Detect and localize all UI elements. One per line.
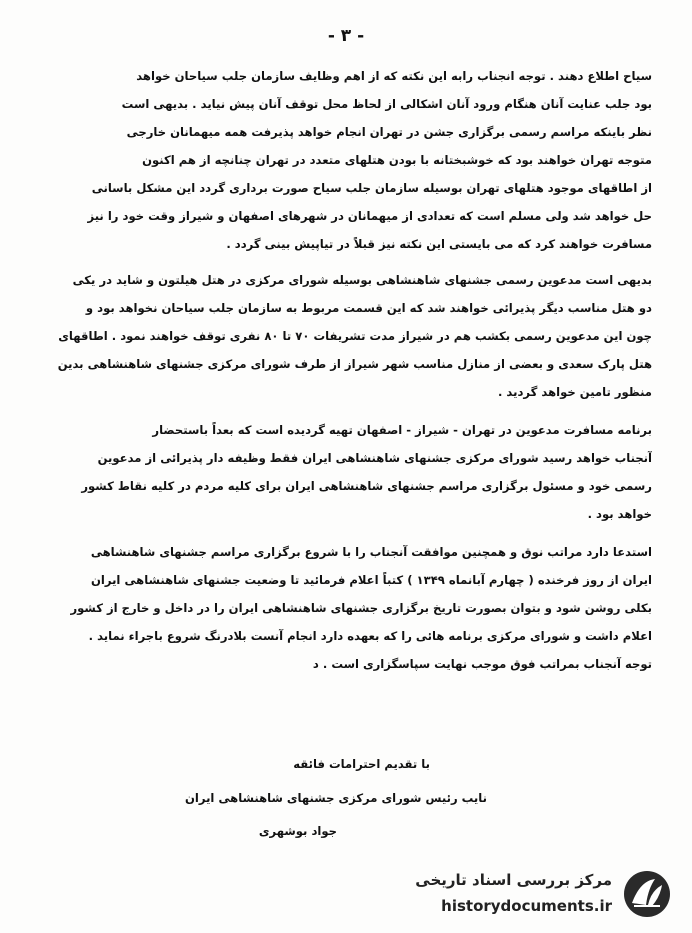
watermark-title: مرکز بررسی اسناد تاریخی bbox=[415, 871, 612, 889]
text-line: دو هتل مناسب دیگر پذیرائی خواهند شد که این قسمت مربوط به سازمان جلب سیاحان نخواهد بود و bbox=[85, 301, 652, 315]
text-line: اعلام داشت و شورای مرکزی برنامه هائی را که بعهده دارد انجام آنست بلادرنگ شروع باجراء نماید . bbox=[88, 629, 652, 643]
text-line: از اطاقهای موجود هتلهای تهران بوسیله سازمان جلب سیاح صورت برداری گردد این مشکل باسانی bbox=[91, 181, 652, 195]
text-line: مسافرت خواهند کرد که می بایستی این نکته نیز قبلاً در تیاپیش بینی گردد . bbox=[226, 237, 652, 251]
signature-title: نایب رئیس شورای مرکزی جشنهای شاهنشاهی ایران bbox=[185, 791, 487, 805]
archive-watermark bbox=[387, 865, 672, 923]
text-line: بود جلب عنایت آنان هنگام ورود آنان اشکالی از لحاظ محل توقف آنان پیش نیاید . بدیهی است bbox=[121, 97, 652, 111]
paragraph-1 bbox=[38, 62, 652, 258]
text-line: آنجناب خواهد رسید شورای مرکزی جشنهای شاهنشاهی ایران فقط وظیفه دار پذیرائی از مدعوین bbox=[97, 451, 652, 465]
text-line: نظر باینکه مراسم رسمی برگزاری جشن در تهران انجام خواهد پذیرفت همه میهمانان خارجی bbox=[126, 125, 652, 139]
text-line: ایران از روز فرخنده ( چهارم آبانماه ۱۳۴۹ ) کتباً اعلام فرمائید تا وضعیت جشنهای شاهنشاهی ایران bbox=[91, 573, 652, 587]
paragraph-3 bbox=[38, 416, 652, 528]
text-line: برنامه مسافرت مدعوین در تهران - شیراز - اصفهان تهیه گردیده است که بعداً باستحضار bbox=[152, 423, 652, 437]
text-line: خواهد بود . bbox=[587, 507, 652, 521]
page-number: - ۳ - bbox=[327, 26, 365, 46]
text-line: توجه آنجناب بمراتب فوق موجب نهایت سپاسگزاری است . د bbox=[312, 657, 652, 671]
signature-name: جواد بوشهری bbox=[258, 824, 337, 838]
text-line: سیاح اطلاع دهند . توجه انجناب رابه این نکته که از اهم وظایف سازمان جلب سیاحان خواهد bbox=[136, 69, 652, 83]
book-arch-logo-icon bbox=[622, 869, 672, 919]
text-line: بدیهی است مدعوین رسمی جشنهای شاهنشاهی بوسیله شورای مرکزی در هتل هیلتون و شاید در یکی bbox=[72, 273, 652, 287]
text-line: چون این مدعوین رسمی بکشب هم در شیراز مدت تشریفات ۷۰ تا ۸۰ نفری توقف خواهند نمود . اطاقهای bbox=[58, 329, 652, 343]
text-line: رسمی خود و مسئول برگزاری مراسم جشنهای شاهنشاهی ایران برای کلیه مردم در کلیه نقاط کشور bbox=[81, 479, 652, 493]
paragraph-4 bbox=[38, 538, 652, 678]
text-line: متوجه تهران خواهند بود که خوشبختانه با بودن هتلهای متعدد در تهران چنانچه از هم اکنون bbox=[142, 153, 652, 167]
text-line: هتل پارک سعدی و بعضی از منازل مناسب شهر شیراز از طرف شورای مرکزی جشنهای شاهنشاهی بدین bbox=[57, 357, 652, 371]
text-line: استدعا دارد مراتب نوق و همچنین موافقت آنجناب را با شروع برگزاری مراسم جشنهای شاهنشاهی bbox=[90, 545, 652, 559]
watermark-url: historydocuments.ir bbox=[441, 897, 612, 915]
letter-body bbox=[38, 62, 652, 678]
signature-closing: با تقدیم احترامات فائقه bbox=[293, 757, 430, 771]
paragraph-2 bbox=[38, 266, 652, 406]
text-line: حل خواهد شد ولی مسلم است که تعدادی از میهمانان در شهرهای اصفهان و شیراز وقت خود را نیز bbox=[87, 209, 652, 223]
text-line: بکلی روشن شود و بتوان بصورت تاریخ برگزاری جشنهای شاهنشاهی ایران را در داخل و خارج از کشور bbox=[70, 601, 652, 615]
text-line: منظور تامین خواهد گردید . bbox=[497, 385, 652, 399]
